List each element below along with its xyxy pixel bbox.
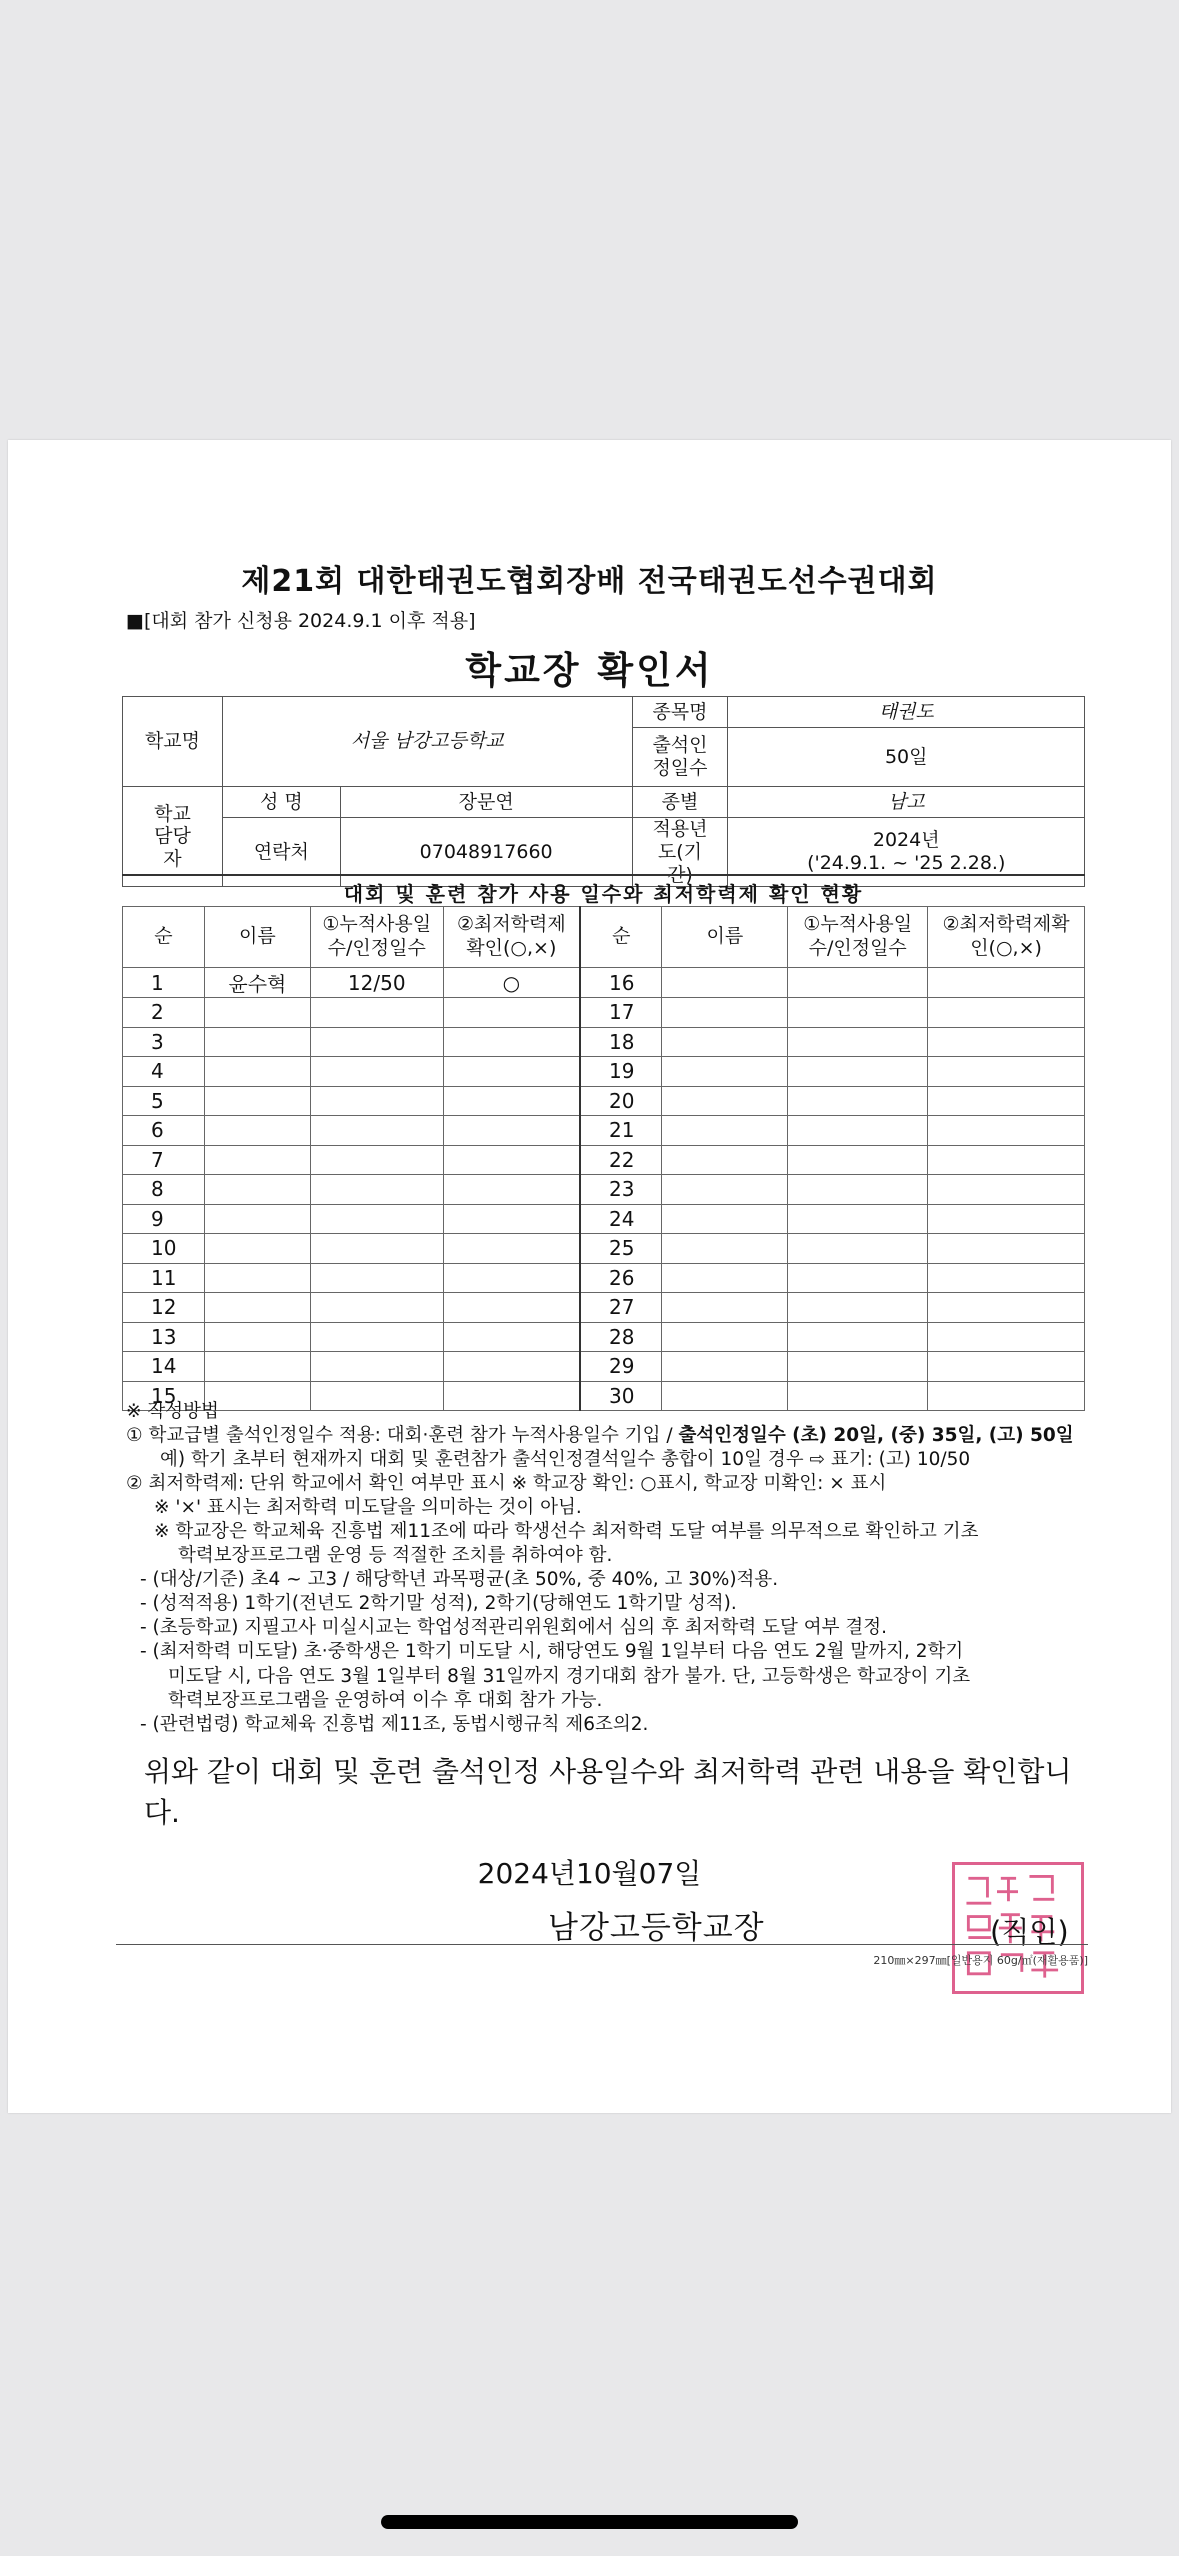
seal-mark: (직인) [990,1915,1069,1949]
row-days-cell [788,968,928,998]
row-number-cell: 29 [580,1352,662,1382]
col-no-header: 순 [580,907,662,968]
row-days-cell [310,1057,443,1087]
row-name-cell [204,1057,310,1087]
row-number-cell: 5 [123,1086,205,1116]
document-page [8,440,1171,2113]
row-name-cell [662,1086,788,1116]
row-check-cell [928,1234,1085,1264]
issue-date: 2024년10월07일 [477,1857,702,1890]
row-number-cell: 6 [123,1116,205,1146]
school-name-value: 서울 남강고등학교 [222,697,632,787]
table-row [123,1293,1085,1323]
row-check-cell [928,1145,1085,1175]
row-days-cell [788,1234,928,1264]
row-check-cell [928,1352,1085,1382]
row-check-cell [928,1263,1085,1293]
row-days-cell [788,1145,928,1175]
table-row [123,1263,1085,1293]
event-value: 태권도 [728,697,1085,728]
table-row [123,998,1085,1028]
row-name-cell [204,1234,310,1264]
attendance-heading: 대회 및 훈련 참가 사용 일수와 최저학력제 확인 현황 [122,874,1085,908]
row-name-cell [662,1027,788,1057]
row-number-cell: 7 [123,1145,205,1175]
row-check-cell [928,1057,1085,1087]
row-name-cell [204,1175,310,1205]
table-row [123,1145,1085,1175]
row-name-cell [662,968,788,998]
row-name-cell [662,1234,788,1264]
table-row [123,1027,1085,1057]
row-number-cell: 15 [123,1381,205,1411]
category-value: 남고 [728,787,1085,818]
row-number-cell: 14 [123,1352,205,1382]
row-check-cell [443,1204,580,1234]
table-row [123,1352,1085,1382]
col-days-header: ①누적사용일수/인정일수 [310,907,443,968]
row-name-cell [662,1145,788,1175]
row-days-cell [310,998,443,1028]
row-number-cell: 10 [123,1234,205,1264]
table-row [123,1086,1085,1116]
person-name-label: 성 명 [222,787,340,818]
table-row [123,1322,1085,1352]
row-name-cell [204,1116,310,1146]
col-name-header: 이름 [204,907,310,968]
row-number-cell: 23 [580,1175,662,1205]
table-row [123,968,1085,998]
row-number-cell: 27 [580,1293,662,1323]
row-number-cell: 2 [123,998,205,1028]
col-check-header: ②최저학력제확인(○,×) [928,907,1085,968]
period-range: ('24.9.1. ~ '25 2.28.) [807,852,1006,875]
home-indicator[interactable] [381,2515,798,2529]
row-days-cell [310,1116,443,1146]
row-days-cell [788,1116,928,1146]
school-name-label: 학교명 [123,697,223,787]
row-number-cell: 19 [580,1057,662,1087]
row-number-cell: 24 [580,1204,662,1234]
competition-title: 제21회 대한태권도협회장배 전국태권도선수권대회 [241,564,938,599]
row-check-cell [443,1116,580,1146]
row-name-cell [204,1145,310,1175]
row-check-cell [443,1234,580,1264]
row-name-cell [204,1204,310,1234]
row-number-cell: 25 [580,1234,662,1264]
row-number-cell: 22 [580,1145,662,1175]
row-check-cell [443,1057,580,1087]
row-check-cell [928,1293,1085,1323]
attendance-table [122,906,1085,1411]
row-days-cell [310,1293,443,1323]
contact-value: 07048917660 [340,818,632,887]
contact-label: 연락처 [222,818,340,887]
row-days-cell [788,1293,928,1323]
manager-label: 학교담당자 [123,787,223,887]
row-number-cell: 12 [123,1293,205,1323]
period-label: 적용년도(기간) [632,818,728,887]
row-check-cell [928,1175,1085,1205]
attendance-rows [123,968,1085,1411]
row-number-cell: 18 [580,1027,662,1057]
row-check-cell [443,1322,580,1352]
note-1-bold: 출석인정일수 (초) 20일, (중) 35일, (고) 50일 [678,1425,1074,1447]
row-name-cell [662,1204,788,1234]
row-name-cell [662,1116,788,1146]
row-name-cell [204,1293,310,1323]
row-number-cell: 20 [580,1086,662,1116]
row-check-cell [928,1204,1085,1234]
row-name-cell [204,1352,310,1382]
note-2: ② 최저학력제: 단위 학교에서 확인 여부만 표시 ※ 학교장 확인: ○표시, 학교장 미확인: × 표시 [126,1473,887,1495]
row-check-cell [443,998,580,1028]
application-note: ■[대회 참가 신청용 2024.9.1 이후 적용] [126,610,476,632]
row-number-cell: 1 [123,968,205,998]
row-number-cell: 4 [123,1057,205,1087]
paper-spec: 210㎜×297㎜[일반용지 60g/㎡(재활용품)] [873,1954,1088,1967]
row-number-cell: 17 [580,998,662,1028]
row-name-cell [662,1175,788,1205]
note-4: ※ 학교장은 학교체육 진흥법 제11조에 따라 학생선수 최저학력 도달 여부를 의무적으로 확인하고 기초 [154,1521,979,1543]
row-name-cell [204,1322,310,1352]
row-days-cell [788,1204,928,1234]
note-3: ※ '×' 표시는 최저학력 미도달을 의미하는 것이 아님. [154,1497,582,1519]
note-1 [126,1424,1086,1448]
row-number-cell: 13 [123,1322,205,1352]
row-days-cell [310,1352,443,1382]
row-days-cell [310,1175,443,1205]
instructions [126,1400,1086,1737]
row-check-cell [443,1263,580,1293]
year-value: 2024년 [872,829,940,852]
row-check-cell [443,1175,580,1205]
row-days-cell [310,1145,443,1175]
row-name-cell [662,998,788,1028]
row-days-cell: 12/50 [310,968,443,998]
note-6: - (성적적용) 1학기(전년도 2학기말 성적), 2학기(당해연도 1학기말 성적). [140,1593,737,1615]
note-1-text: ① 학교급별 출석인정일수 적용: 대회·훈련 참가 누적사용일수 기입 / [126,1425,679,1447]
table-row [123,1204,1085,1234]
row-name-cell [662,1263,788,1293]
col-check-header: ②최저학력제확인(○,×) [443,907,580,968]
note-8: - (최저학력 미도달) 초·중학생은 1학기 미도달 시, 해당연도 9월 1일부터 다음 연도 2월 말까지, 2학기 [140,1641,964,1663]
note-9: - (관련법령) 학교체육 진흥법 제11조, 동법시행규칙 제6조의2. [140,1713,649,1735]
instructions-title: ※ 작성방법 [126,1401,219,1422]
note-4-cont: 학력보장프로그램 운영 등 적절한 조치를 취하여야 함. [178,1545,613,1567]
row-check-cell [443,1027,580,1057]
row-number-cell: 3 [123,1027,205,1057]
attend-days-label: 출석인정일수 [632,728,728,787]
row-days-cell [788,1027,928,1057]
row-check-cell [443,1352,580,1382]
col-days-header: ①누적사용일수/인정일수 [788,907,928,968]
col-name-header: 이름 [662,907,788,968]
row-days-cell [310,1204,443,1234]
document-title: 학교장 확인서 [465,649,714,692]
row-check-cell [928,1322,1085,1352]
row-name-cell [662,1322,788,1352]
note-8-cont2: 학력보장프로그램을 운영하여 이수 후 대회 참가 가능. [168,1689,603,1711]
footer-divider [116,1944,1088,1945]
row-check-cell [928,998,1085,1028]
row-days-cell [788,1322,928,1352]
attend-days-value: 50일 [728,728,1085,787]
row-name-cell [204,1086,310,1116]
row-number-cell: 8 [123,1175,205,1205]
row-name-cell [204,1263,310,1293]
col-no-header: 순 [123,907,205,968]
principal-title: 남강고등학교장 [548,1910,765,1946]
table-row [123,1116,1085,1146]
row-name-cell [662,1293,788,1323]
row-days-cell [788,1175,928,1205]
note-1-example: 예) 학기 초부터 현재까지 대회 및 훈련참가 출석인정결석일수 총합이 10일 경우 ⇨ 표기: (고) 10/50 [160,1449,971,1471]
confirmation-statement: 위와 같이 대회 및 훈련 출석인정 사용일수와 최저학력 관련 내용을 확인합니다. [144,1755,1072,1829]
row-days-cell [788,998,928,1028]
row-days-cell [788,1086,928,1116]
row-name-cell [662,1352,788,1382]
school-info-table [122,696,1085,887]
note-8-cont: 미도달 시, 다음 연도 3월 1일부터 8월 31일까지 경기대회 참가 불가. 단, 고등학생은 학교장이 기초 [168,1665,971,1687]
note-5: - (대상/기준) 초4 ~ 고3 / 해당학년 과목평균(초 50%, 중 40%, 고 30%)적용. [140,1569,779,1591]
row-number-cell: 11 [123,1263,205,1293]
row-check-cell: ○ [443,968,580,998]
table-row [123,1175,1085,1205]
row-name-cell [204,998,310,1028]
category-label: 종별 [632,787,728,818]
row-name-cell: 윤수혁 [204,968,310,998]
row-days-cell [310,1027,443,1057]
table-row [123,1234,1085,1264]
row-number-cell: 16 [580,968,662,998]
row-check-cell [443,1086,580,1116]
table-row [123,1057,1085,1087]
person-name-value: 장문연 [340,787,632,818]
row-number-cell: 28 [580,1322,662,1352]
row-check-cell [928,1116,1085,1146]
row-check-cell [928,1086,1085,1116]
row-check-cell [443,1145,580,1175]
row-days-cell [788,1263,928,1293]
row-number-cell: 9 [123,1204,205,1234]
note-7: - (초등학교) 지필고사 미실시교는 학업성적관리위원회에서 심의 후 최저학력 도달 여부 결정. [140,1617,888,1639]
row-days-cell [310,1086,443,1116]
row-days-cell [788,1057,928,1087]
row-check-cell [443,1293,580,1323]
row-days-cell [310,1322,443,1352]
row-check-cell [928,968,1085,998]
row-name-cell [662,1057,788,1087]
row-name-cell [204,1027,310,1057]
row-days-cell [310,1234,443,1264]
event-label: 종목명 [632,697,728,728]
row-check-cell [928,1027,1085,1057]
row-days-cell [788,1352,928,1382]
row-number-cell: 30 [580,1381,662,1411]
row-days-cell [310,1263,443,1293]
row-number-cell: 26 [580,1263,662,1293]
row-number-cell: 21 [580,1116,662,1146]
